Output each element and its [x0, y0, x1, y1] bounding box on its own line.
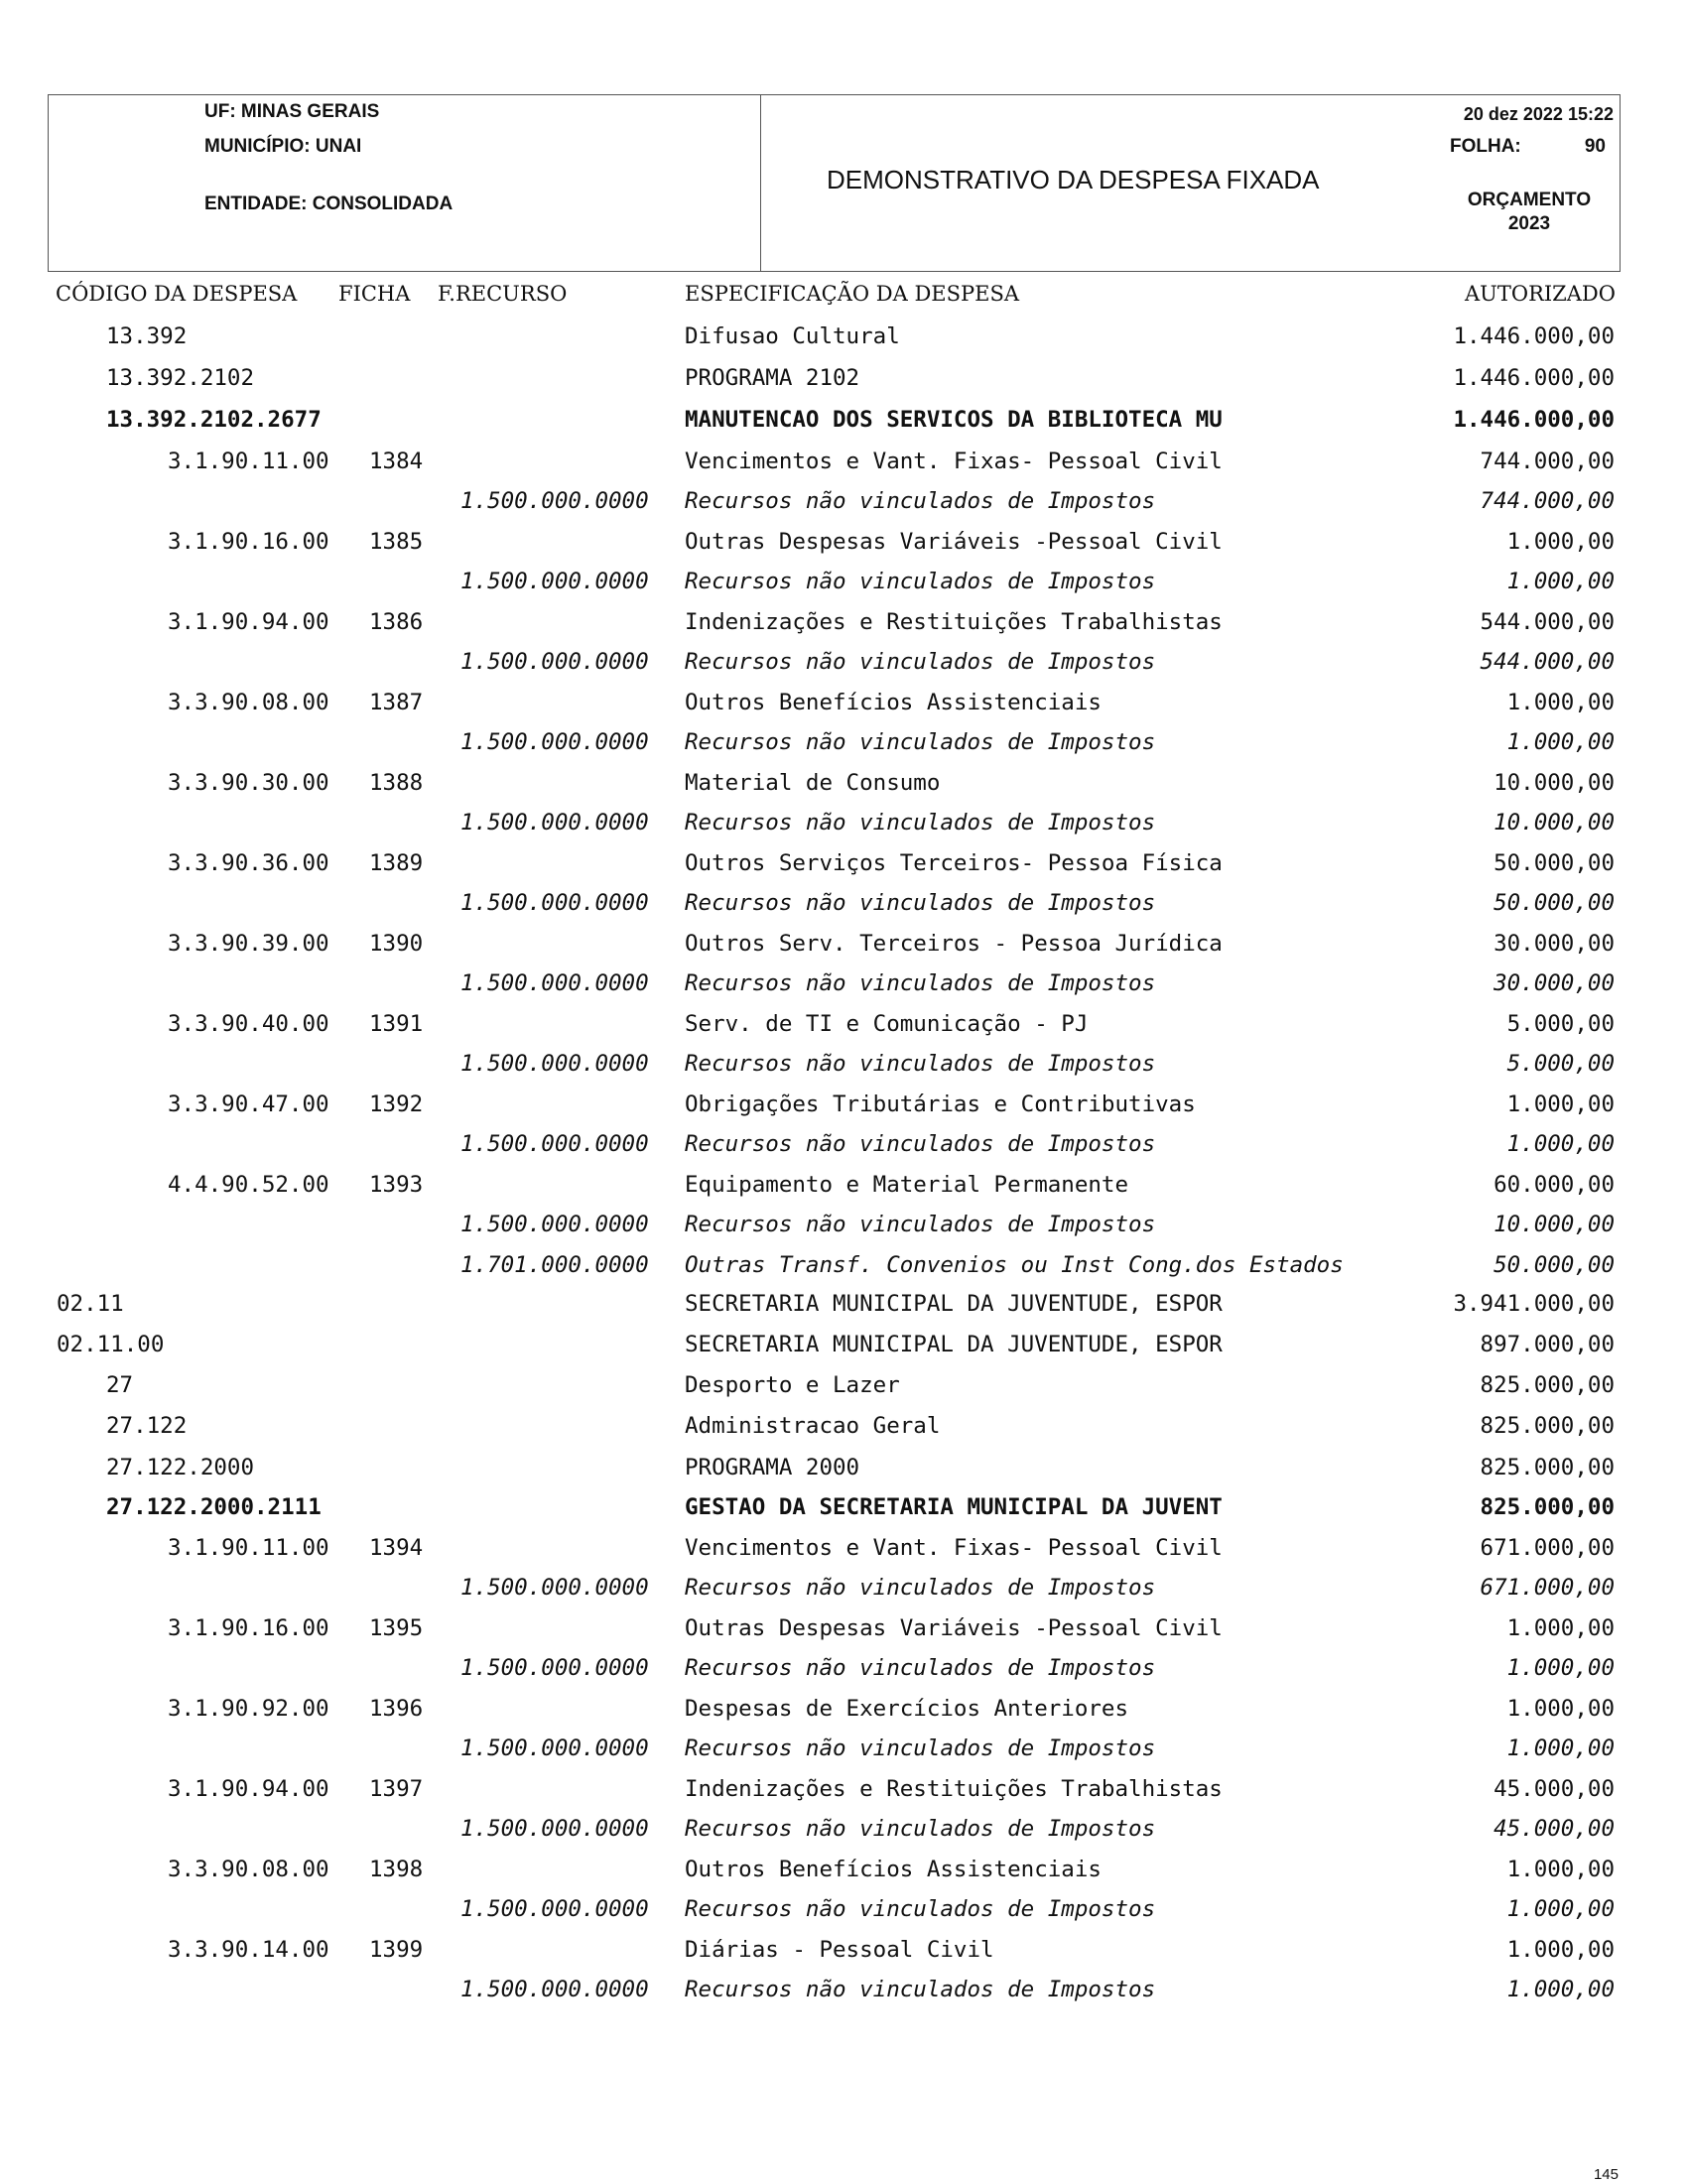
expense-description: Recursos não vinculados de Impostos [685, 488, 1156, 514]
expense-description: Diárias - Pessoal Civil [685, 1937, 994, 1963]
funding-source-row [0, 729, 1688, 759]
authorized-amount: 30.000,00 [1493, 970, 1615, 996]
recurso-code: 1.500.000.0000 [460, 970, 649, 996]
expense-description: Recursos não vinculados de Impostos [685, 1816, 1156, 1842]
table-row [0, 850, 1688, 880]
funding-source-row [0, 488, 1688, 518]
expense-description: PROGRAMA 2000 [685, 1455, 860, 1480]
authorized-amount: 1.000,00 [1506, 1696, 1615, 1722]
expense-description: SECRETARIA MUNICIPAL DA JUVENTUDE, ESPOR [685, 1332, 1223, 1357]
expense-description: Indenizações e Restituições Trabalhistas [685, 1776, 1223, 1802]
col-header-autorizado: AUTORIZADO [1464, 282, 1616, 306]
table-row [0, 1291, 1688, 1321]
funding-source-row [0, 1575, 1688, 1605]
authorized-amount: 1.000,00 [1506, 1131, 1615, 1157]
recurso-code: 1.500.000.0000 [460, 1575, 649, 1601]
expense-code: 3.1.90.16.00 [168, 1615, 329, 1641]
funding-source-row [0, 1977, 1688, 2006]
funding-source-row [0, 810, 1688, 839]
expense-code: 4.4.90.52.00 [168, 1172, 329, 1198]
expense-description: Material de Consumo [685, 770, 941, 796]
page-number: 145 [1593, 2166, 1619, 2183]
folha-value: 90 [1584, 136, 1606, 157]
expense-description: PROGRAMA 2102 [685, 365, 860, 391]
ficha-number: 1394 [369, 1535, 424, 1561]
expense-description: Recursos não vinculados de Impostos [685, 1575, 1156, 1601]
expense-description: Desporto e Lazer [685, 1372, 900, 1398]
ficha-number: 1386 [369, 609, 424, 635]
expense-code: 27 [106, 1372, 134, 1398]
table-row [0, 1172, 1688, 1202]
authorized-amount: 10.000,00 [1493, 1212, 1615, 1237]
authorized-amount: 671.000,00 [1480, 1535, 1615, 1561]
ficha-number: 1387 [369, 690, 424, 715]
ficha-number: 1384 [369, 449, 424, 474]
expense-description: Recursos não vinculados de Impostos [685, 1655, 1156, 1681]
authorized-amount: 671.000,00 [1480, 1575, 1615, 1601]
expense-code: 3.1.90.94.00 [168, 609, 329, 635]
funding-source-row [0, 569, 1688, 598]
authorized-amount: 825.000,00 [1480, 1455, 1615, 1480]
authorized-amount: 1.000,00 [1506, 529, 1615, 555]
authorized-amount: 1.000,00 [1506, 1655, 1615, 1681]
expense-description: Outros Serviços Terceiros- Pessoa Física [685, 850, 1223, 876]
expense-description: Vencimentos e Vant. Fixas- Pessoal Civil [685, 1535, 1223, 1561]
funding-source-row [0, 649, 1688, 679]
expense-description: Indenizações e Restituições Trabalhistas [685, 609, 1223, 635]
recurso-code: 1.500.000.0000 [460, 1131, 649, 1157]
table-row [0, 609, 1688, 639]
authorized-amount: 5.000,00 [1506, 1011, 1615, 1037]
expense-description: Equipamento e Material Permanente [685, 1172, 1129, 1198]
authorized-amount: 1.000,00 [1506, 1857, 1615, 1882]
table-row [0, 1332, 1688, 1361]
table-row [0, 1011, 1688, 1041]
funding-source-row [0, 1896, 1688, 1926]
recurso-code: 1.500.000.0000 [460, 1977, 649, 2002]
expense-code: 02.11 [57, 1291, 124, 1317]
expense-code: 13.392.2102.2677 [106, 407, 322, 433]
expense-description: SECRETARIA MUNICIPAL DA JUVENTUDE, ESPOR [685, 1291, 1223, 1317]
expense-description: GESTAO DA SECRETARIA MUNICIPAL DA JUVENT [685, 1494, 1223, 1520]
expense-description: Administracao Geral [685, 1413, 941, 1439]
orcamento-label: ORÇAMENTO [1467, 190, 1592, 210]
authorized-amount: 1.446.000,00 [1453, 323, 1615, 349]
funding-source-row [0, 970, 1688, 1000]
ficha-number: 1391 [369, 1011, 424, 1037]
expense-code: 27.122.2000.2111 [106, 1494, 322, 1520]
expense-description: Obrigações Tributárias e Contributivas [685, 1092, 1196, 1117]
recurso-code: 1.500.000.0000 [460, 1051, 649, 1077]
authorized-amount: 1.000,00 [1506, 1615, 1615, 1641]
expense-description: Serv. de TI e Comunicação - PJ [685, 1011, 1089, 1037]
authorized-amount: 10.000,00 [1493, 770, 1615, 796]
expense-description: Recursos não vinculados de Impostos [685, 1977, 1156, 2002]
expense-description: Outros Benefícios Assistenciais [685, 1857, 1102, 1882]
table-row [0, 365, 1688, 395]
uf-label: UF: MINAS GERAIS [204, 101, 380, 122]
table-row [0, 449, 1688, 478]
authorized-amount: 1.000,00 [1506, 1977, 1615, 2002]
authorized-amount: 1.000,00 [1506, 1092, 1615, 1117]
expense-code: 3.1.90.94.00 [168, 1776, 329, 1802]
expense-code: 27.122 [106, 1413, 188, 1439]
recurso-code: 1.500.000.0000 [460, 1735, 649, 1761]
table-row [0, 1494, 1688, 1524]
authorized-amount: 544.000,00 [1480, 609, 1615, 635]
expense-code: 3.1.90.92.00 [168, 1696, 329, 1722]
ficha-number: 1398 [369, 1857, 424, 1882]
expense-description: Recursos não vinculados de Impostos [685, 649, 1156, 675]
recurso-code: 1.500.000.0000 [460, 890, 649, 916]
expense-code: 3.3.90.39.00 [168, 931, 329, 957]
expense-description: Recursos não vinculados de Impostos [685, 1051, 1156, 1077]
table-row [0, 1857, 1688, 1886]
expense-code: 3.3.90.08.00 [168, 1857, 329, 1882]
recurso-code: 1.500.000.0000 [460, 488, 649, 514]
ficha-number: 1397 [369, 1776, 424, 1802]
authorized-amount: 544.000,00 [1480, 649, 1615, 675]
table-row [0, 407, 1688, 437]
expense-code: 3.3.90.08.00 [168, 690, 329, 715]
authorized-amount: 10.000,00 [1493, 810, 1615, 835]
authorized-amount: 60.000,00 [1493, 1172, 1615, 1198]
expense-code: 02.11.00 [57, 1332, 165, 1357]
expense-description: Recursos não vinculados de Impostos [685, 569, 1156, 594]
expense-code: 13.392 [106, 323, 188, 349]
ficha-number: 1388 [369, 770, 424, 796]
expense-description: Recursos não vinculados de Impostos [685, 1735, 1156, 1761]
funding-source-row [0, 1051, 1688, 1081]
ficha-number: 1395 [369, 1615, 424, 1641]
expense-description: Outras Despesas Variáveis -Pessoal Civil [685, 1615, 1223, 1641]
expense-description: Recursos não vinculados de Impostos [685, 810, 1156, 835]
ficha-number: 1385 [369, 529, 424, 555]
table-row [0, 931, 1688, 961]
table-row [0, 1413, 1688, 1443]
table-row [0, 1615, 1688, 1645]
funding-source-row [0, 890, 1688, 920]
header-divider [760, 95, 761, 271]
expense-code: 3.3.90.30.00 [168, 770, 329, 796]
expense-code: 13.392.2102 [106, 365, 255, 391]
authorized-amount: 1.000,00 [1506, 1937, 1615, 1963]
funding-source-row [0, 1252, 1688, 1282]
expense-code: 3.3.90.14.00 [168, 1937, 329, 1963]
table-row [0, 1092, 1688, 1121]
table-row [0, 1535, 1688, 1565]
expense-code: 3.1.90.11.00 [168, 449, 329, 474]
recurso-code: 1.701.000.0000 [460, 1252, 649, 1278]
recurso-code: 1.500.000.0000 [460, 810, 649, 835]
ficha-number: 1396 [369, 1696, 424, 1722]
col-header-codigo: CÓDIGO DA DESPESA [56, 282, 298, 306]
table-row [0, 770, 1688, 800]
expense-description: Outras Transf. Convenios ou Inst Cong.dos Estados [685, 1252, 1344, 1278]
authorized-amount: 1.000,00 [1506, 1735, 1615, 1761]
expense-description: Recursos não vinculados de Impostos [685, 729, 1156, 755]
table-row [0, 1372, 1688, 1402]
authorized-amount: 30.000,00 [1493, 931, 1615, 957]
authorized-amount: 5.000,00 [1506, 1051, 1615, 1077]
expense-code: 3.3.90.47.00 [168, 1092, 329, 1117]
recurso-code: 1.500.000.0000 [460, 1816, 649, 1842]
recurso-code: 1.500.000.0000 [460, 1212, 649, 1237]
table-row [0, 1776, 1688, 1806]
ficha-number: 1390 [369, 931, 424, 957]
expense-code: 27.122.2000 [106, 1455, 255, 1480]
expense-description: Outros Serv. Terceiros - Pessoa Jurídica [685, 931, 1223, 957]
expense-code: 3.3.90.40.00 [168, 1011, 329, 1037]
expense-description: Recursos não vinculados de Impostos [685, 1896, 1156, 1922]
ficha-number: 1389 [369, 850, 424, 876]
expense-description: Outros Benefícios Assistenciais [685, 690, 1102, 715]
funding-source-row [0, 1212, 1688, 1241]
recurso-code: 1.500.000.0000 [460, 649, 649, 675]
authorized-amount: 45.000,00 [1493, 1776, 1615, 1802]
orcamento-year: 2023 [1507, 213, 1551, 234]
funding-source-row [0, 1816, 1688, 1846]
entidade-label: ENTIDADE: CONSOLIDADA [204, 193, 454, 214]
expense-code: 3.3.90.36.00 [168, 850, 329, 876]
col-header-ficha: FICHA [338, 282, 411, 306]
recurso-code: 1.500.000.0000 [460, 729, 649, 755]
expense-code: 3.1.90.11.00 [168, 1535, 329, 1561]
authorized-amount: 1.000,00 [1506, 1896, 1615, 1922]
authorized-amount: 1.446.000,00 [1453, 407, 1615, 433]
table-row [0, 1455, 1688, 1484]
expense-description: Recursos não vinculados de Impostos [685, 1212, 1156, 1237]
expense-description: Vencimentos e Vant. Fixas- Pessoal Civil [685, 449, 1223, 474]
table-row [0, 690, 1688, 719]
col-header-recurso: F.RECURSO [438, 282, 568, 306]
ficha-number: 1392 [369, 1092, 424, 1117]
recurso-code: 1.500.000.0000 [460, 1655, 649, 1681]
authorized-amount: 1.446.000,00 [1453, 365, 1615, 391]
authorized-amount: 744.000,00 [1480, 449, 1615, 474]
table-row [0, 1696, 1688, 1726]
report-header [48, 94, 1621, 272]
authorized-amount: 50.000,00 [1493, 850, 1615, 876]
authorized-amount: 744.000,00 [1480, 488, 1615, 514]
authorized-amount: 1.000,00 [1506, 690, 1615, 715]
col-header-especificacao: ESPECIFICAÇÃO DA DESPESA [685, 282, 1020, 306]
table-row [0, 1937, 1688, 1967]
authorized-amount: 50.000,00 [1493, 890, 1615, 916]
expense-description: Recursos não vinculados de Impostos [685, 970, 1156, 996]
authorized-amount: 825.000,00 [1480, 1494, 1615, 1520]
table-row [0, 323, 1688, 353]
funding-source-row [0, 1131, 1688, 1161]
ficha-number: 1393 [369, 1172, 424, 1198]
funding-source-row [0, 1655, 1688, 1685]
funding-source-row [0, 1735, 1688, 1765]
authorized-amount: 825.000,00 [1480, 1372, 1615, 1398]
authorized-amount: 45.000,00 [1493, 1816, 1615, 1842]
authorized-amount: 3.941.000,00 [1453, 1291, 1615, 1317]
authorized-amount: 1.000,00 [1506, 569, 1615, 594]
folha-label: FOLHA: [1450, 136, 1521, 157]
report-title: DEMONSTRATIVO DA DESPESA FIXADA [827, 165, 1320, 194]
recurso-code: 1.500.000.0000 [460, 569, 649, 594]
expense-description: MANUTENCAO DOS SERVICOS DA BIBLIOTECA MU [685, 407, 1223, 433]
expense-description: Difusao Cultural [685, 323, 900, 349]
recurso-code: 1.500.000.0000 [460, 1896, 649, 1922]
expense-code: 3.1.90.16.00 [168, 529, 329, 555]
report-datetime: 20 dez 2022 15:22 [1463, 104, 1614, 124]
authorized-amount: 897.000,00 [1480, 1332, 1615, 1357]
authorized-amount: 825.000,00 [1480, 1413, 1615, 1439]
municipio-label: MUNICÍPIO: UNAI [204, 136, 362, 157]
ficha-number: 1399 [369, 1937, 424, 1963]
expense-description: Despesas de Exercícios Anteriores [685, 1696, 1129, 1722]
table-row [0, 529, 1688, 559]
expense-description: Recursos não vinculados de Impostos [685, 890, 1156, 916]
authorized-amount: 1.000,00 [1506, 729, 1615, 755]
expense-description: Outras Despesas Variáveis -Pessoal Civil [685, 529, 1223, 555]
expense-description: Recursos não vinculados de Impostos [685, 1131, 1156, 1157]
authorized-amount: 50.000,00 [1493, 1252, 1615, 1278]
